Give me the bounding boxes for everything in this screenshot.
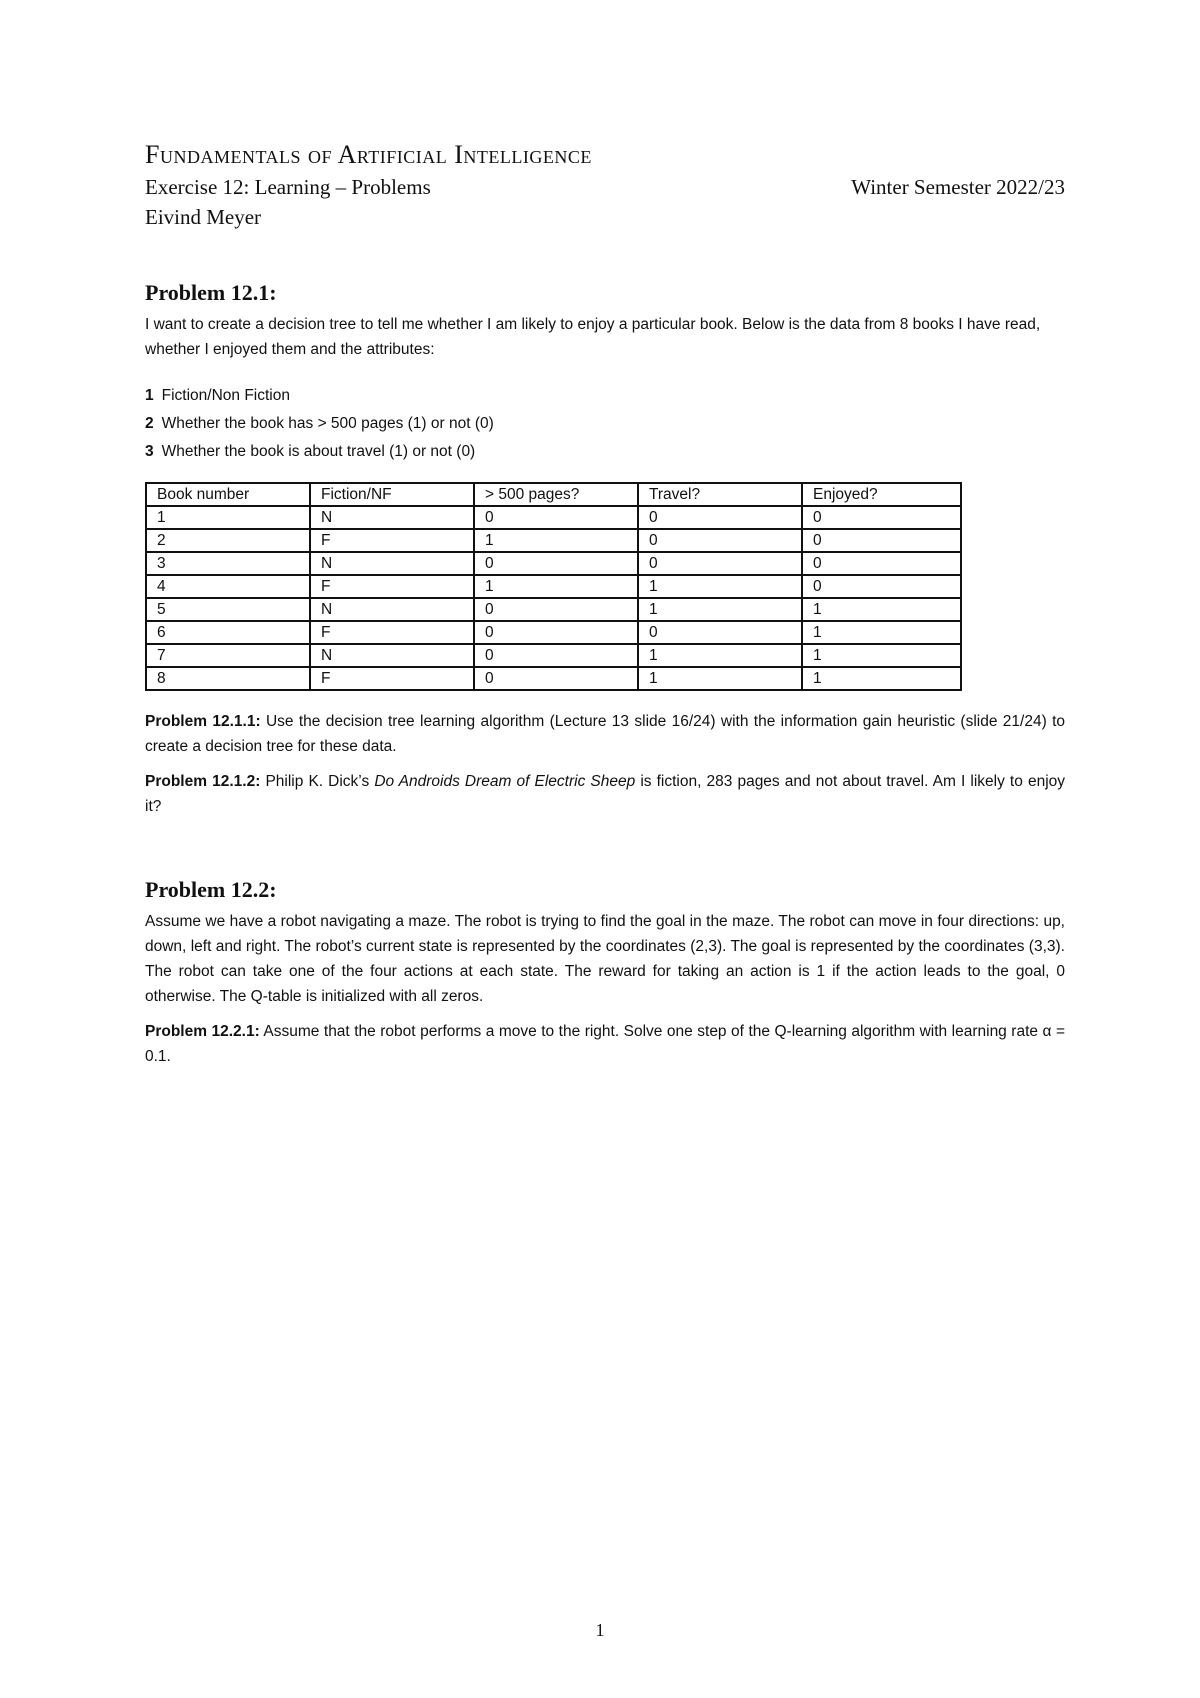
table-cell: 1 — [802, 644, 961, 667]
attribute-text: Whether the book is about travel (1) or not (0) — [161, 443, 476, 460]
document-title: Fundamentals of Artificial Intelligence — [145, 140, 592, 169]
subproblem-label: Problem 12.2.1: — [145, 1023, 260, 1040]
book-title: Do Androids Dream of Electric Sheep — [374, 773, 636, 790]
table-cell: 0 — [474, 667, 638, 690]
table-cell: 1 — [802, 667, 961, 690]
problem-intro-12-2: Assume we have a robot navigating a maze. The robot is trying to find the goal in the maze. The robot can move in four directions: up, down, left and right. The robot’s current state is represented by the coordinates (2,3). The goal is represented by the coordinates (3,3). The robot can take one of the four actions at each state. The reward for taking an action is 1 if the action leads to the goal, 0 otherwise. The Q-table is initialized with all zeros. — [145, 913, 1065, 1005]
table-cell: 1 — [146, 506, 310, 529]
table-cell: 0 — [802, 552, 961, 575]
table-row — [146, 575, 961, 598]
subproblem-text: is fiction, 283 pages and not about travel. Am I likely to enjoy it? — [145, 773, 1066, 815]
table-header-row — [146, 483, 961, 506]
table-cell: 1 — [638, 575, 802, 598]
problem-heading-12-1: Problem 12.1: — [145, 280, 277, 305]
books-table — [145, 482, 962, 691]
table-row — [146, 506, 961, 529]
subproblem-text: Philip K. Dick’s — [260, 773, 375, 790]
table-cell: N — [310, 506, 474, 529]
attribute-number: 3 — [145, 443, 154, 460]
table-cell: 0 — [474, 621, 638, 644]
list-item — [145, 438, 1065, 466]
table-cell: 1 — [638, 598, 802, 621]
table-cell: 1 — [474, 575, 638, 598]
table-cell: 0 — [638, 529, 802, 552]
table-cell: F — [310, 575, 474, 598]
attribute-list — [145, 382, 1065, 466]
list-item — [145, 410, 1065, 438]
subproblem-12-1-1 — [145, 709, 1065, 759]
table-cell: 6 — [146, 621, 310, 644]
table-cell: 1 — [638, 644, 802, 667]
table-cell: 3 — [146, 552, 310, 575]
table-cell: 0 — [802, 575, 961, 598]
exercise-title: Exercise 12: Learning – Problems — [145, 175, 431, 199]
page-number: 1 — [595, 1620, 605, 1640]
table-row — [146, 621, 961, 644]
table-cell: 1 — [638, 667, 802, 690]
problem-heading-12-2: Problem 12.2: — [145, 877, 277, 902]
semester-label: Winter Semester 2022/23 — [851, 175, 1065, 199]
subproblem-label: Problem 12.1.1: — [145, 713, 261, 730]
table-cell: 0 — [802, 529, 961, 552]
exercise-line — [145, 172, 1065, 202]
table-cell: 7 — [146, 644, 310, 667]
table-cell: 0 — [474, 552, 638, 575]
table-cell: 0 — [638, 552, 802, 575]
table-cell: N — [310, 644, 474, 667]
attribute-text: Whether the book has > 500 pages (1) or not (0) — [161, 415, 494, 432]
table-cell: 0 — [474, 506, 638, 529]
table-cell: 5 — [146, 598, 310, 621]
table-row — [146, 598, 961, 621]
table-cell: F — [310, 667, 474, 690]
subproblem-label: Problem 12.1.2: — [145, 773, 261, 790]
table-cell: 0 — [474, 598, 638, 621]
attribute-text: Fiction/Non Fiction — [161, 387, 290, 404]
subproblem-text: Assume that the robot performs a move to the right. Solve one step of the Q-learning algorithm with learning rate α = 0.1. — [145, 1023, 1066, 1065]
column-header: Enjoyed? — [802, 483, 961, 506]
table-cell: 0 — [638, 621, 802, 644]
subproblem-12-1-2 — [145, 769, 1065, 819]
column-header: Fiction/NF — [310, 483, 474, 506]
table-row — [146, 667, 961, 690]
table-row — [146, 644, 961, 667]
table-cell: 1 — [474, 529, 638, 552]
author-name: Eivind Meyer — [145, 205, 262, 229]
table-cell: 4 — [146, 575, 310, 598]
table-cell: 1 — [802, 598, 961, 621]
table-cell: N — [310, 552, 474, 575]
column-header: Travel? — [638, 483, 802, 506]
table-cell: 0 — [474, 644, 638, 667]
subproblem-12-2-1 — [145, 1019, 1065, 1069]
problem-intro-12-1: I want to create a decision tree to tell me whether I am likely to enjoy a particular book. Below is the data from 8 books I have read, whether I enjoyed them and the attributes: — [145, 316, 1041, 358]
attribute-number: 2 — [145, 415, 154, 432]
table-cell: N — [310, 598, 474, 621]
table-cell: 0 — [638, 506, 802, 529]
table-cell: F — [310, 529, 474, 552]
column-header: > 500 pages? — [474, 483, 638, 506]
column-header: Book number — [146, 483, 310, 506]
attribute-number: 1 — [145, 387, 154, 404]
table-cell: 8 — [146, 667, 310, 690]
table-row — [146, 552, 961, 575]
subproblem-text: Use the decision tree learning algorithm (Lecture 13 slide 16/24) with the information gain heuristic (slide 21/24) to create a decision tree for these data. — [145, 713, 1066, 755]
document-page — [145, 138, 1065, 1069]
table-cell: F — [310, 621, 474, 644]
table-cell: 2 — [146, 529, 310, 552]
table-row — [146, 529, 961, 552]
list-item — [145, 382, 1065, 410]
table-cell: 1 — [802, 621, 961, 644]
table-cell: 0 — [802, 506, 961, 529]
